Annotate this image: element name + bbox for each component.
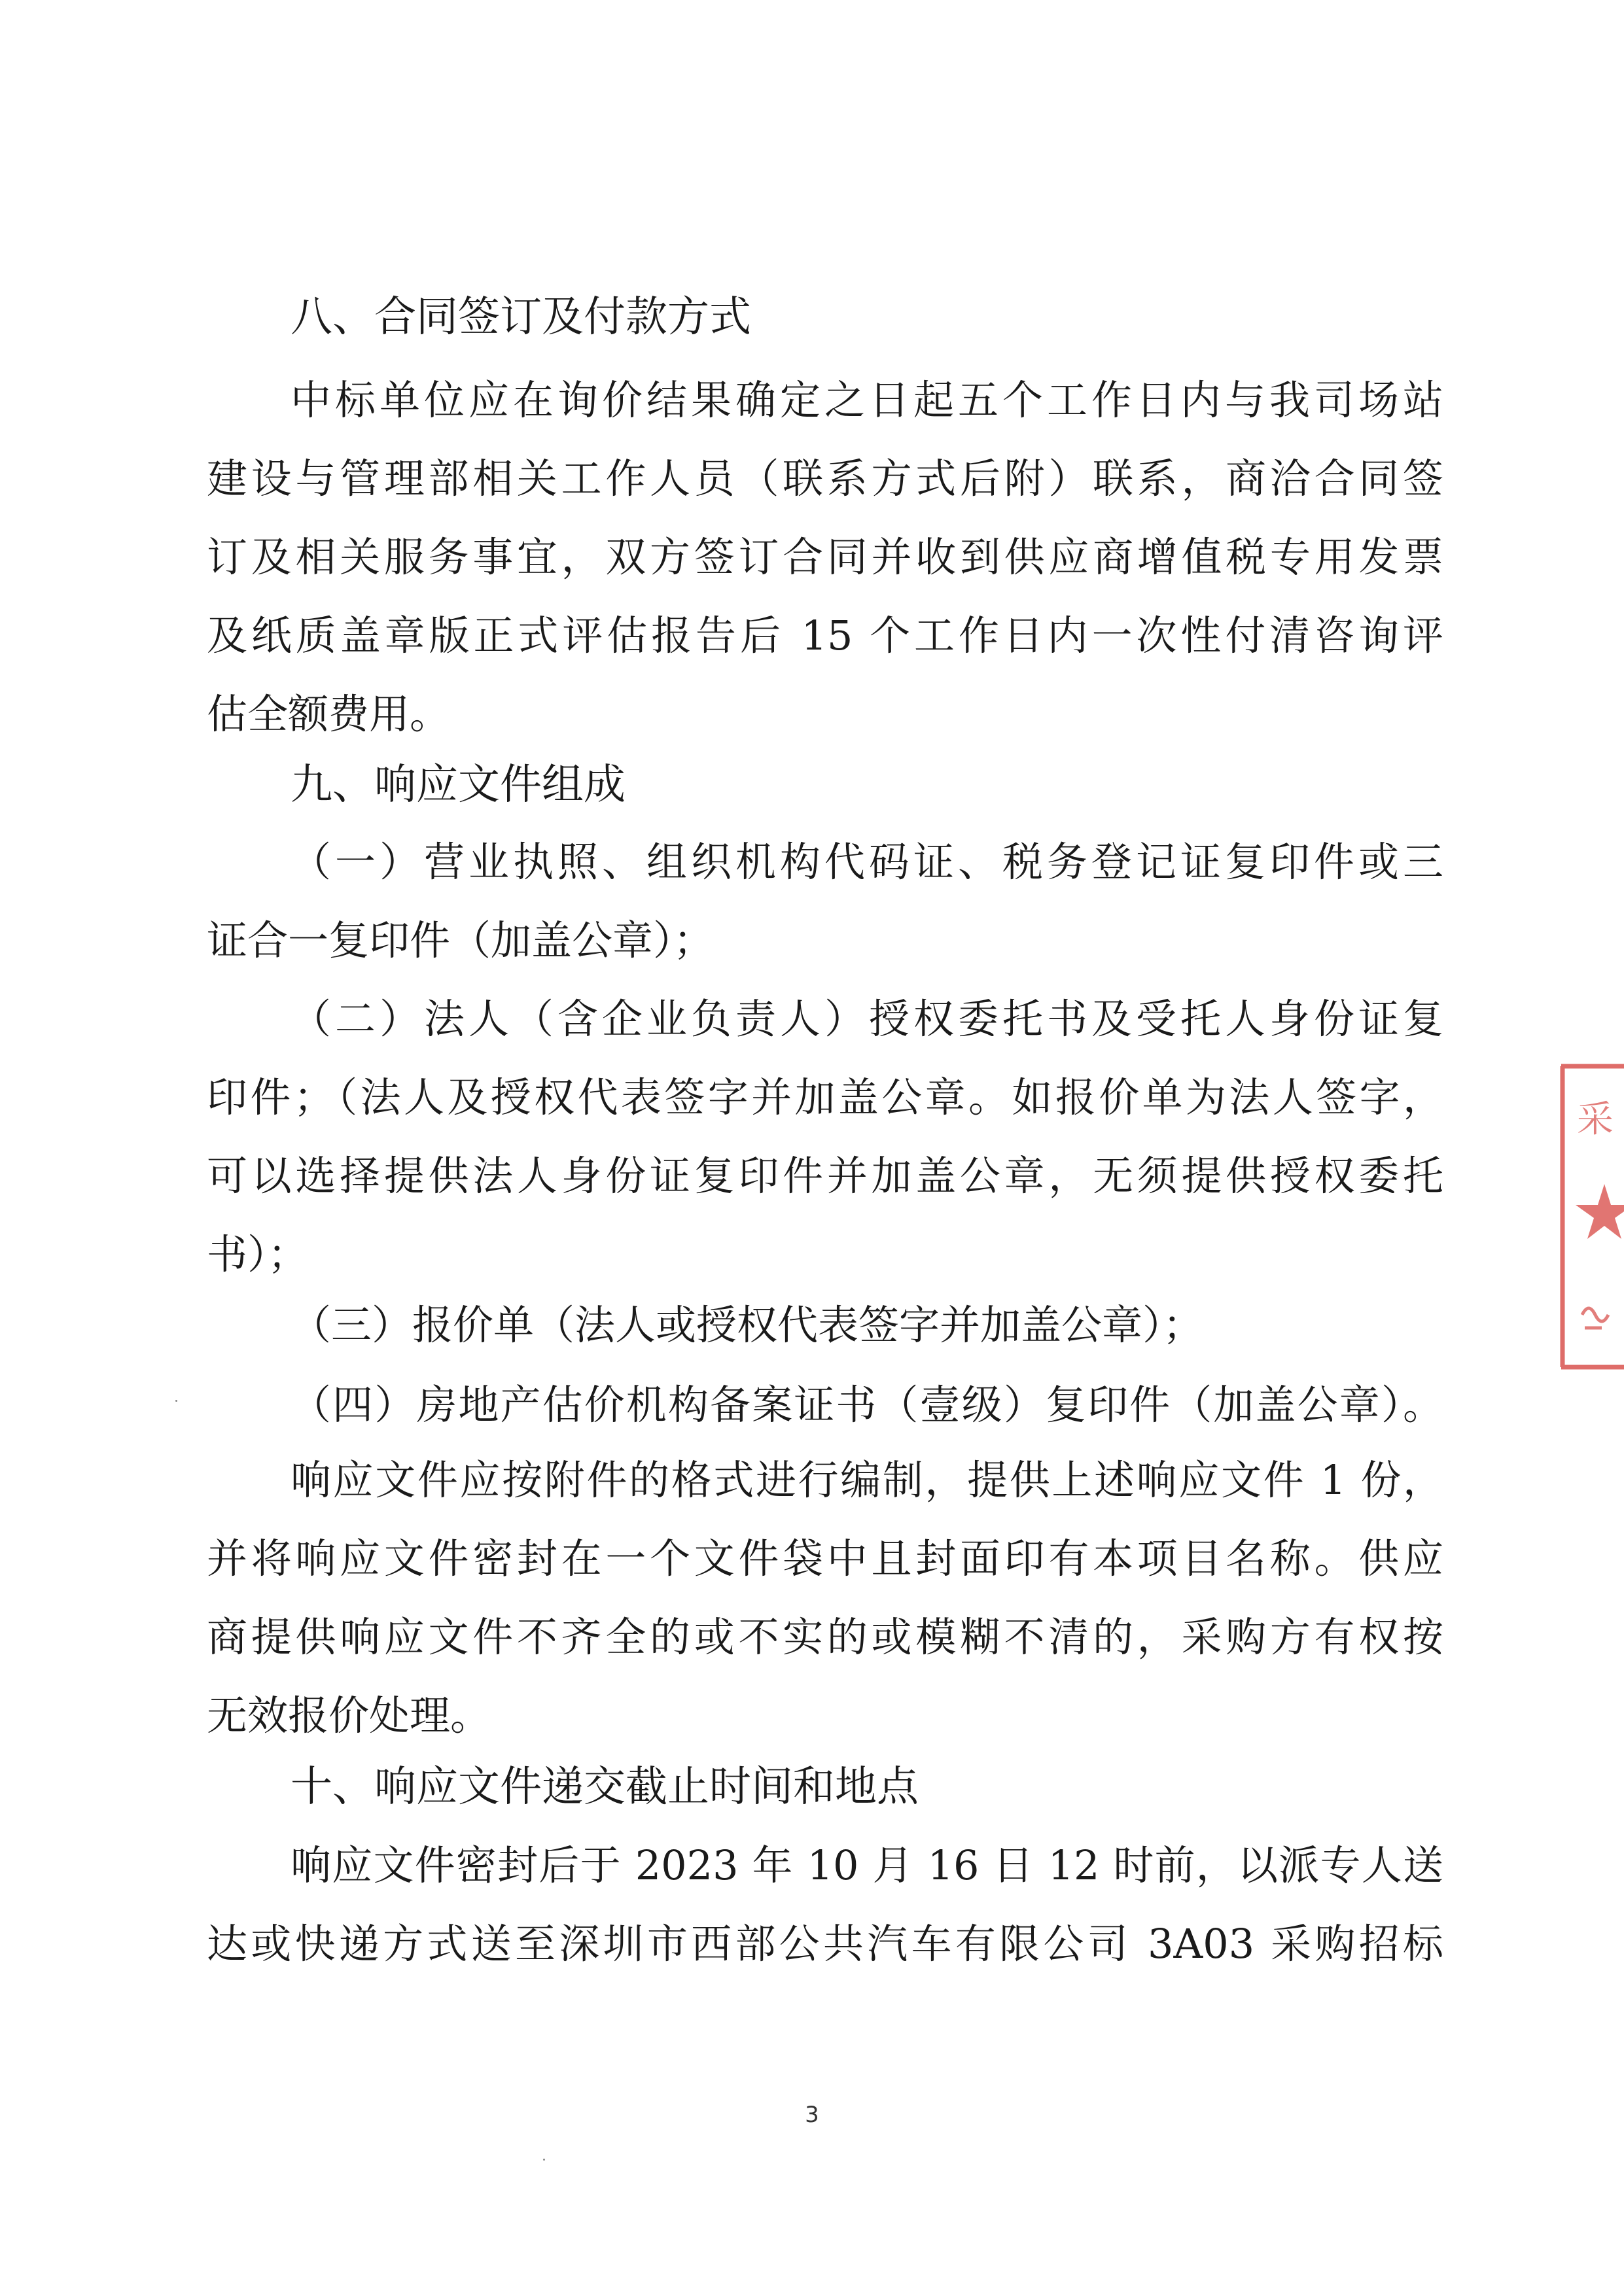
section-8-line-2: 建设与管理部相关工作人员（联系方式后附）联系，商洽合同签 <box>207 455 1443 502</box>
scan-speck <box>175 1400 177 1402</box>
section-9-item1-line-2: 证合一复印件（加盖公章）； <box>207 916 715 964</box>
section-9-heading: 九、响应文件组成 <box>291 761 626 809</box>
section-10-line-1: 响应文件密封后于 2023 年 10 月 16 日 12 时前，以派专人送 <box>291 1841 1443 1889</box>
section-9-note-line-1: 响应文件应按附件的格式进行编制，提供上述响应文件 1 份， <box>291 1456 1443 1504</box>
section-8-line-1: 中标单位应在询价结果确定之日起五个工作日内与我司场站 <box>291 376 1443 424</box>
section-10-line-2: 达或快递方式送至深圳市西部公共汽车有限公司 3A03 采购招标 <box>207 1920 1443 1968</box>
section-9-item2-line-1: （二）法人（含企业负责人）授权委托书及受托人身份证复 <box>291 995 1443 1043</box>
section-8-heading: 八、合同签订及付款方式 <box>291 293 751 341</box>
section-9-item2-line-4: 书）； <box>207 1230 309 1278</box>
section-10-heading: 十、响应文件递交截止时间和地点 <box>291 1763 919 1811</box>
section-8-line-5: 估全额费用。 <box>207 690 451 738</box>
section-8-line-4: 及纸质盖章版正式评估报告后 15 个工作日内一次性付清咨询评 <box>207 612 1443 659</box>
section-8-line-3: 订及相关服务事宜，双方签订合同并收到供应商增值税专用发票 <box>207 533 1443 581</box>
official-seal-fragment <box>1556 1060 1624 1374</box>
section-9-note-line-2: 并将响应文件密封在一个文件袋中且封面印有本项目名称。供应 <box>207 1535 1443 1582</box>
section-9-item2-line-3: 可以选择提供法人身份证复印件并加盖公章，无须提供授权委托 <box>207 1152 1443 1200</box>
svg-text:采: 采 <box>1577 1098 1614 1141</box>
scan-speck <box>543 2159 545 2161</box>
seal-icon <box>1556 1060 1624 1374</box>
section-9-item1-line-1: （一）营业执照、组织机构代码证、税务登记证复印件或三 <box>291 838 1443 886</box>
page-number: 3 <box>805 2102 819 2128</box>
section-9-item2-line-2: 印件；（法人及授权代表签字并加盖公章。如报价单为法人签字， <box>207 1073 1443 1121</box>
section-9-note-line-4: 无效报价处理。 <box>207 1692 491 1739</box>
section-9-note-line-3: 商提供响应文件不齐全的或不实的或模糊不清的，采购方有权按 <box>207 1613 1443 1661</box>
section-9-item4: （四）房地产估价机构备案证书（壹级）复印件（加盖公章）。 <box>291 1381 1443 1429</box>
section-9-item3: （三）报价单（法人或授权代表签字并加盖公章）； <box>291 1301 1204 1349</box>
